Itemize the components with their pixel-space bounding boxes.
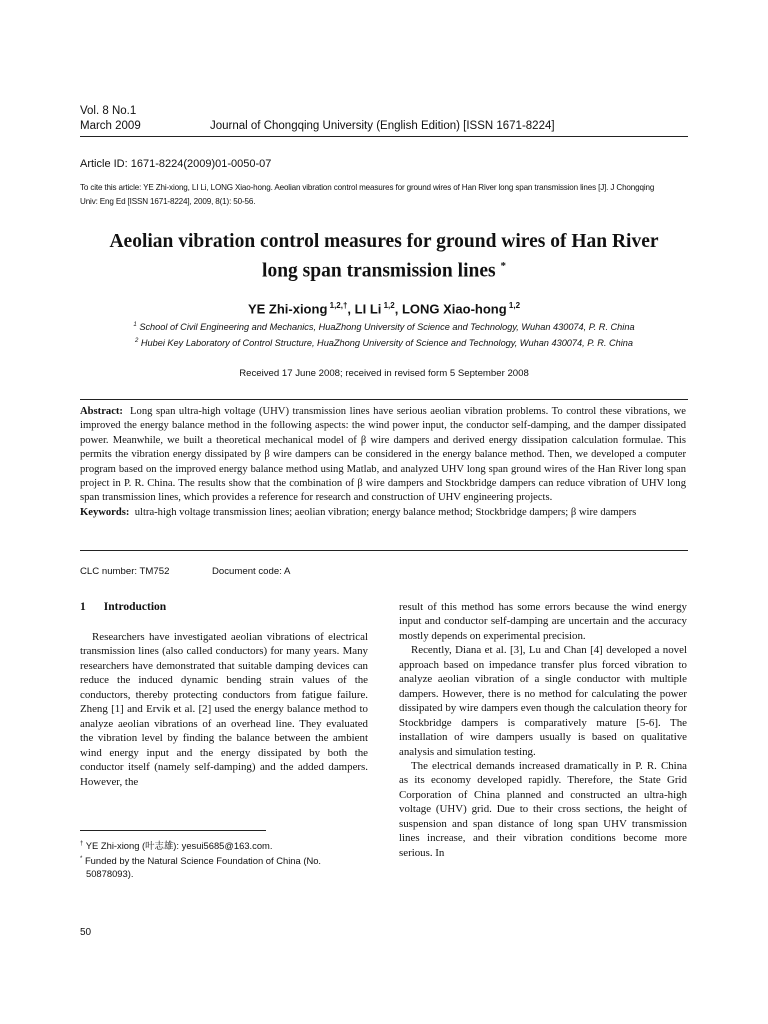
title-line-1: Aeolian vibration control measures for ground wires of Han River	[109, 231, 659, 252]
author-list: YE Zhi-xiong $^{1,2,\dagger}$, LI Li $^{1,2}$, LONG Xiao-hong $^{1,2}$	[247, 301, 521, 317]
left-column	[80, 630, 368, 789]
body-paragraph: Researchers have investigated aeolian vibrations of electrical transmission lines (also called conductors) for many years. Many researchers have demonstrated that suitable damping devices can reduce the induced dynamic bending strain values of the conductors, thereby protecting conductors from fatigue failure. Zheng [1] and Ervik et al. [2] used the energy balance method to analyze aeolian vibrations of an overhead line. They evaluated the vibration level by finding the balance between the ambient wind energy input and the energy dissipated by both the conductor itself (namely self-damping) and the added dampers. However, the	[80, 631, 368, 788]
author-name: YE Zhi-xiong	[247, 301, 328, 317]
section-heading	[80, 601, 166, 613]
body-paragraph: result of this method has some errors because the wind energy input and conductor self-damping are uncertain and the accuracy mostly depends on experimental precision.	[399, 601, 687, 642]
author-name: LI Li	[354, 301, 382, 317]
issue-date: March 2009	[80, 120, 141, 132]
keywords-label: Keywords:	[80, 506, 130, 518]
section-title: Introduction	[103, 601, 167, 613]
footnote-author: † YE Zhi-xiong (叶志雄): yesui5685@163.com.	[80, 840, 273, 852]
title-line-2-text: long span transmission lines	[262, 260, 496, 282]
volume-number: Vol. 8 No.1	[80, 105, 137, 117]
affiliation-1: $^1$ School of Civil Engineering and Mechanics, HuaZhong University of Science and Technology, Wuhan 430074, P. R. China	[133, 322, 635, 333]
received-dates: Received 17 June 2008; received in revised form 5 September 2008	[239, 368, 529, 379]
header-rule	[80, 136, 688, 137]
clc-number: CLC number: TM752	[80, 566, 170, 577]
author-name: LONG Xiao-hong	[401, 301, 507, 317]
affiliation-2: $^2$ Hubei Key Laboratory of Control Structure, HuaZhong University of Science and Technology, Wuhan 430074, P. R. China	[134, 338, 634, 349]
abstract-label: Abstract:	[80, 406, 123, 417]
keywords-text: ultra-high voltage transmission lines; aeolian vibration; energy balance method; Stockbridge dampers; β wire dampers	[134, 506, 637, 518]
title-footnote-mark: *	[500, 260, 506, 272]
abstract-bottom-rule	[80, 550, 688, 551]
keywords	[80, 506, 686, 520]
abstract	[80, 405, 686, 520]
section-number: 1	[80, 601, 86, 613]
body-paragraph: Recently, Diana et al. [3], Lu and Chan [4] developed a novel approach based on impedance transfer plus forced vibration to analyze aeolian vibration of a single conductor with multiple dampers. However, there is no method for calculating the power dissipated by wire dampers even though the calculation theory for Stockbridge dampers is comparatively mature [5-6]. The installation of wire dampers usually is based on qualitative analysis and simulation testing.	[399, 644, 687, 758]
abstract-top-rule	[80, 399, 688, 400]
footnote-mark: *	[80, 856, 83, 862]
abstract-text: Long span ultra-high voltage (UHV) transmission lines have serious aeolian vibration problems. To control these vibrations, we improved the energy balance method in the following aspects: the wind power input, the conductor self-damping, and the damper dissipated power. Meanwhile, we built a theoretical mechanical model of β wire dampers and derived energy dissipation calculation formulae. This permits the vibration energy dissipated by β wire dampers can be considered in the energy balance method. Then, we developed a computer program based on the improved energy balance method using Matlab, and analyzed UHV long span ground wires of the Han River long span project in P. R. China. The results show that the combination of β wire dampers and Stockbridge dampers can reduce vibration of UHV long span transmission lines, which provides a reference for research and construction of UHV engineering projects.	[80, 406, 686, 504]
document-code: Document code: A	[212, 566, 291, 577]
author-affiliation-mark: 1,2	[508, 301, 521, 310]
journal-name: Journal of Chongqing University (English Edition) [ISSN 1671-8224]	[210, 120, 555, 132]
footnote-rule	[80, 830, 266, 831]
author-affiliation-mark: 1,2	[383, 301, 395, 310]
body-paragraph: The electrical demands increased dramatically in P. R. China as its economy developed rapidly. Therefore, the State Grid Corporation of China planned and constructed an ultra-high voltage (UHV) grid. Due to their cross sections, the height of suspension and span distance of long span UHV transmission lines increase, and their vibration conditions become more serious. In	[399, 759, 687, 859]
paper-title	[60, 230, 708, 284]
article-id: Article ID: 1671-8224(2009)01-0050-07	[80, 158, 272, 170]
author-affiliation-mark: 1,2,†	[329, 301, 348, 310]
page-number: 50	[80, 927, 92, 938]
citation-line-1: To cite this article: YE Zhi-xiong, LI Li, LONG Xiao-hong. Aeolian vibration control measures for ground wires of Han River long span transmission lines [J]. J Chongqing	[80, 183, 655, 192]
footnote-mark: †	[80, 841, 84, 847]
abstract-paragraph	[80, 405, 686, 506]
footnote-funding: * Funded by the Natural Science Foundation of China (No.	[80, 855, 322, 867]
title-line-2	[60, 254, 708, 284]
citation-line-2: Univ: Eng Ed [ISSN 1671-8224], 2009, 8(1): 50-56.	[80, 197, 256, 206]
right-column	[399, 600, 687, 860]
footnote-funding-continued: 50878093).	[86, 868, 134, 879]
